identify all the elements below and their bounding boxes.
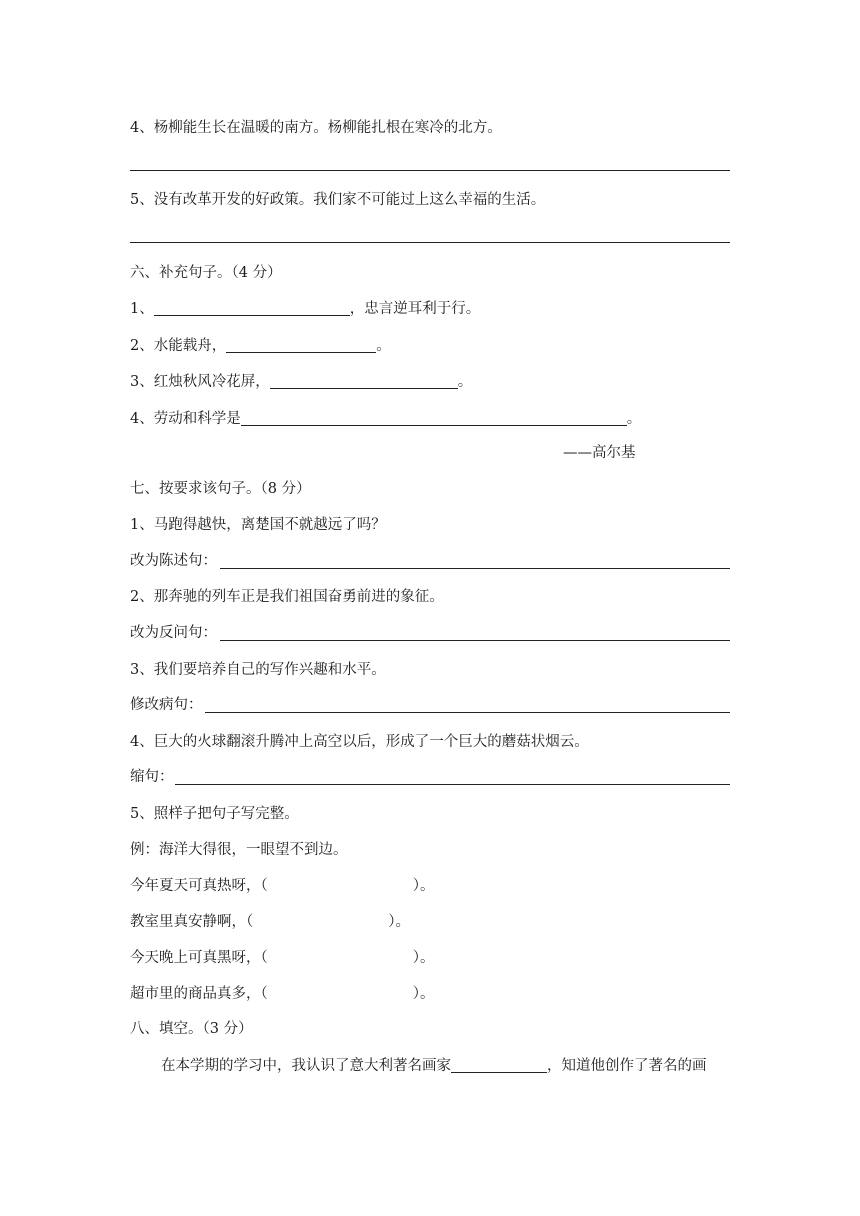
s7-sentence-4: 4、巨大的火球翻滚升腾冲上高空以后，形成了一个巨大的蘑菇状烟云。 — [130, 734, 589, 750]
section-7-title: 七、按要求该句子。（8 分） — [130, 481, 311, 497]
s8-text-before: 在本学期的学习中，我认识了意大利著名画家 — [161, 1058, 451, 1074]
s7-sentence-3: 3、我们要培养自己的写作兴趣和水平。 — [130, 662, 386, 678]
s6-item-2-prefix: 2、水能载舟， — [130, 338, 227, 354]
s6-item-4-prefix: 4、劳动和科学是 — [130, 411, 241, 427]
s7-fill-1-prefix: 今年夏天可真热呀， — [130, 878, 261, 894]
question-5-text: 5、没有改革开发的好政策。我们家不可能过上这么幸福的生活。 — [130, 192, 546, 208]
s6-item-3 — [130, 372, 472, 392]
answer-line-4[interactable] — [130, 170, 730, 171]
s7-instruction-4: 缩句： — [130, 769, 174, 785]
attribution: ——高尔基 — [563, 445, 636, 461]
answer-line-5[interactable] — [130, 242, 730, 243]
close-paren: ）。 — [412, 878, 435, 894]
s7-instruction-1: 改为陈述句： — [130, 553, 217, 569]
s7-instruction-2: 改为反问句： — [130, 625, 217, 641]
s7-example: 例：海洋大得很，一眼望不到边。 — [130, 842, 348, 858]
s7-answer-line-4[interactable] — [175, 784, 730, 785]
s7-fill-3-prefix: 今天晚上可真黑呀， — [130, 950, 261, 966]
section-8-paragraph — [161, 1056, 707, 1076]
s7-fill-4 — [130, 984, 435, 1004]
s7-answer-line-3[interactable] — [205, 712, 730, 713]
s7-fill-3 — [130, 948, 435, 968]
s7-instruction-3: 修改病句： — [130, 697, 203, 713]
s7-answer-line-2[interactable] — [220, 640, 730, 641]
section-8-title: 八、填空。（3 分） — [130, 1021, 253, 1037]
section-6-title: 六、补充句子。（4 分） — [130, 265, 282, 281]
open-paren: （ — [246, 914, 254, 930]
s7-sentence-2: 2、那奔驰的列车正是我们祖国奋勇前进的象征。 — [130, 589, 444, 605]
s6-item-2-blank[interactable] — [226, 337, 376, 353]
s6-item-3-blank[interactable] — [270, 373, 458, 389]
s7-fill-1 — [130, 876, 435, 896]
s6-item-3-prefix: 3、红烛秋风冷花屏， — [130, 374, 270, 390]
s6-item-2 — [130, 336, 391, 356]
close-paren: ）。 — [412, 986, 435, 1002]
s8-painter-blank[interactable] — [451, 1057, 547, 1073]
s6-item-2-suffix: 。 — [376, 338, 391, 354]
s7-sentence-1: 1、马跑得越快，离楚国不就越远了吗？ — [130, 517, 386, 533]
s7-answer-line-1[interactable] — [220, 568, 730, 569]
close-paren: ）。 — [388, 914, 410, 930]
s6-item-4 — [130, 409, 641, 429]
s6-item-4-blank[interactable] — [241, 410, 627, 426]
s6-item-4-suffix: 。 — [626, 411, 642, 427]
s6-item-1-blank[interactable] — [154, 300, 350, 316]
s6-item-1-suffix: ，忠言逆耳利于行。 — [349, 301, 481, 317]
s7-fill-4-prefix: 超市里的商品真多， — [130, 986, 261, 1002]
question-4-text: 4、杨柳能生长在温暖的南方。杨柳能扎根在寒冷的北方。 — [130, 120, 502, 136]
open-paren: （ — [260, 950, 268, 966]
s7-fill-2 — [130, 912, 410, 932]
open-paren: （ — [260, 878, 268, 894]
s8-text-after: ，知道他创作了著名的画 — [547, 1058, 707, 1074]
s7-fill-2-prefix: 教室里真安静啊， — [130, 914, 246, 930]
close-paren: ）。 — [412, 950, 435, 966]
s6-item-1 — [130, 299, 480, 319]
s6-item-1-prefix: 1、 — [130, 301, 154, 317]
s6-item-3-suffix: 。 — [457, 374, 473, 390]
open-paren: （ — [260, 986, 268, 1002]
s7-q5-title: 5、照样子把句子写完整。 — [130, 806, 299, 822]
